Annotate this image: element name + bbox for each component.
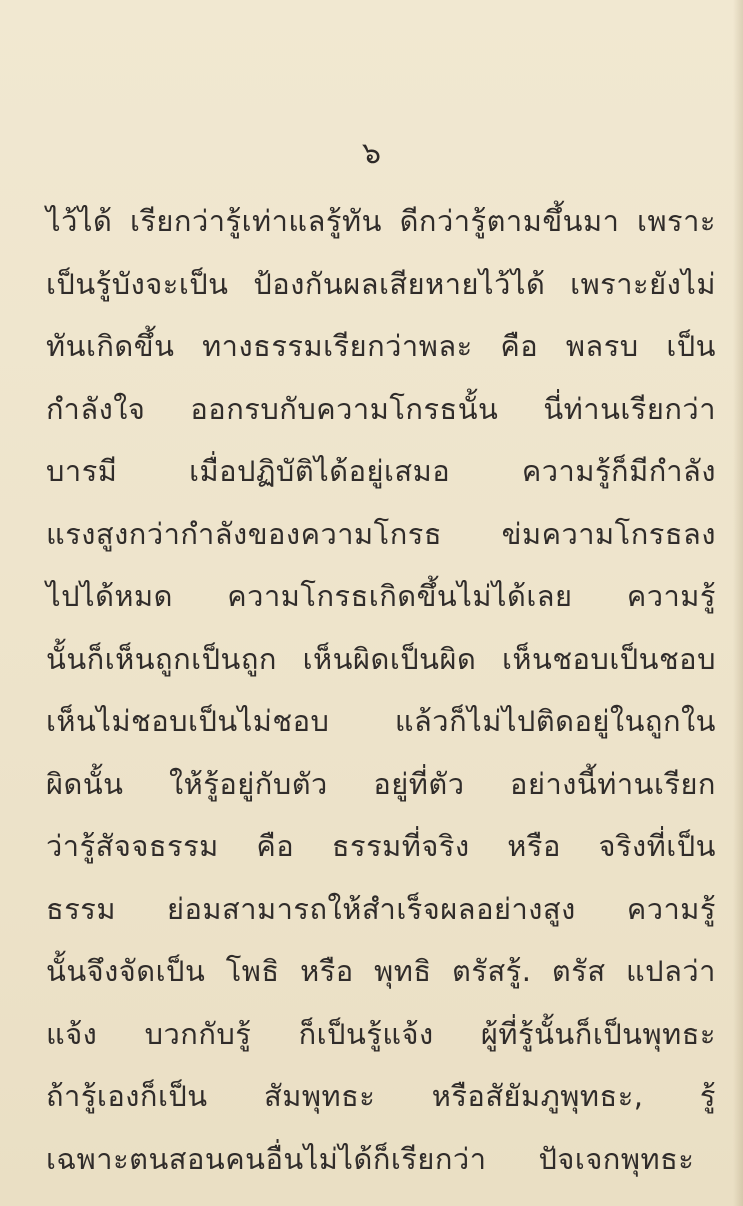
text-word: ทางธรรมเรียกว่าพละ (202, 329, 473, 363)
text-line (46, 1065, 716, 1128)
text-word: บารมี (46, 454, 118, 488)
body-text (46, 190, 716, 1190)
text-word: แรงสูงกว่ากำลังของความโกรธ (46, 516, 443, 551)
text-word: เป็นรู้บังจะเป็น (46, 266, 229, 301)
text-line (46, 1003, 716, 1066)
text-word: ไว้ได้ (46, 204, 113, 238)
text-word: หรือ (507, 829, 561, 863)
text-word: แจ้ง (46, 1016, 98, 1051)
text-word: ไปได้หมด (46, 579, 173, 613)
text-word: ย่อมสามารถให้สำเร็จผลอย่างสูง (167, 891, 576, 926)
page-edge-shadow (733, 0, 743, 1206)
text-word: เพราะยังไม่ (570, 266, 716, 301)
text-word: ทันเกิดขึ้น (46, 329, 175, 363)
text-word: ว่ารู้สัจจธรรม (46, 829, 219, 863)
text-word: เป็น (666, 329, 716, 363)
text-word: ความโกรธเกิดขึ้นไม่ได้เลย (227, 579, 573, 613)
text-line (46, 565, 716, 628)
text-word: ปัจเจกพุทธะ (538, 1141, 695, 1176)
text-line (46, 628, 716, 691)
text-line (46, 378, 716, 441)
text-word: ผู้ที่รู้นั้นก็เป็นพุทธะ (480, 1016, 716, 1051)
text-word: ให้รู้อยู่กับตัว (169, 766, 328, 801)
text-line (46, 440, 716, 503)
text-word: เรียกว่ารู้เท่าแลรู้ทัน (129, 204, 382, 238)
text-word: ก็เป็นรู้แจ้ง (298, 1016, 434, 1051)
text-word: ธรรมที่จริง (331, 829, 470, 863)
text-word: ข่มความโกรธลง (501, 516, 716, 551)
text-word: แล้วก็ไม่ไปติดอยู่ในถูกใน (394, 704, 716, 738)
text-word: พลรบ (565, 329, 639, 363)
text-line (46, 1128, 716, 1191)
text-word: ความรู้ (626, 891, 716, 926)
text-line (46, 315, 716, 378)
text-line (46, 190, 716, 253)
text-line (46, 690, 716, 753)
text-line (46, 253, 716, 316)
text-word: บวกกับรู้ (144, 1016, 252, 1051)
text-word: เห็นไม่ชอบเป็นไม่ชอบ (46, 704, 330, 738)
text-word: นี่ท่านเรียกว่า (543, 391, 716, 426)
text-word: ถ้ารู้เองก็เป็น (46, 1079, 208, 1113)
text-word: กำลังใจ (46, 391, 146, 426)
text-word: เห็นชอบเป็นชอบ (501, 641, 716, 676)
text-word: ตรัส (551, 954, 606, 988)
text-word: หรือ (300, 954, 354, 988)
text-word: พุทธิ (374, 954, 432, 988)
text-word: คือ (256, 829, 295, 863)
text-word: สัมพุทธะ (264, 1079, 376, 1113)
text-word: นั้นก็เห็นถูกเป็นถูก (46, 641, 277, 676)
text-line (46, 753, 716, 816)
text-word: ป้องกันผลเสียหายไว้ได้ (253, 266, 546, 301)
text-line (46, 940, 716, 1003)
text-word: คือ (500, 329, 539, 363)
text-word: ออกรบกับความโกรธนั้น (190, 391, 499, 426)
text-word: เมื่อปฏิบัติได้อยู่เสมอ (189, 454, 451, 488)
text-word: แปลว่า (625, 954, 716, 988)
text-line (46, 815, 716, 878)
text-word: เห็นผิดเป็นผิด (302, 641, 477, 676)
text-word: ธรรม (46, 891, 116, 926)
text-word: ความรู้ (626, 579, 716, 613)
text-word: รู้ (699, 1079, 716, 1113)
text-word: ตรัสรู้. (452, 954, 532, 988)
text-word: อย่างนี้ท่านเรียก (510, 766, 716, 801)
text-word: ผิดนั้น (46, 766, 124, 801)
text-word: ความรู้ก็มีกำลัง (521, 454, 716, 488)
text-word: ดีกว่ารู้ตามขึ้นมา (399, 204, 620, 238)
text-word: หรือสัยัมภูพุทธะ, (431, 1079, 644, 1113)
page-number: ๖ (361, 136, 382, 171)
text-word: จริงที่เป็น (598, 829, 716, 863)
text-line (46, 503, 716, 566)
text-word: อยู่ที่ตัว (373, 766, 465, 801)
text-line (46, 878, 716, 941)
text-word: เฉพาะตนสอนคนอื่นไม่ได้ก็เรียกว่า (46, 1141, 487, 1176)
text-word: โพธิ (225, 954, 280, 988)
text-word: เพราะ (637, 204, 716, 238)
text-word: นั้นจึงจัดเป็น (46, 954, 206, 988)
